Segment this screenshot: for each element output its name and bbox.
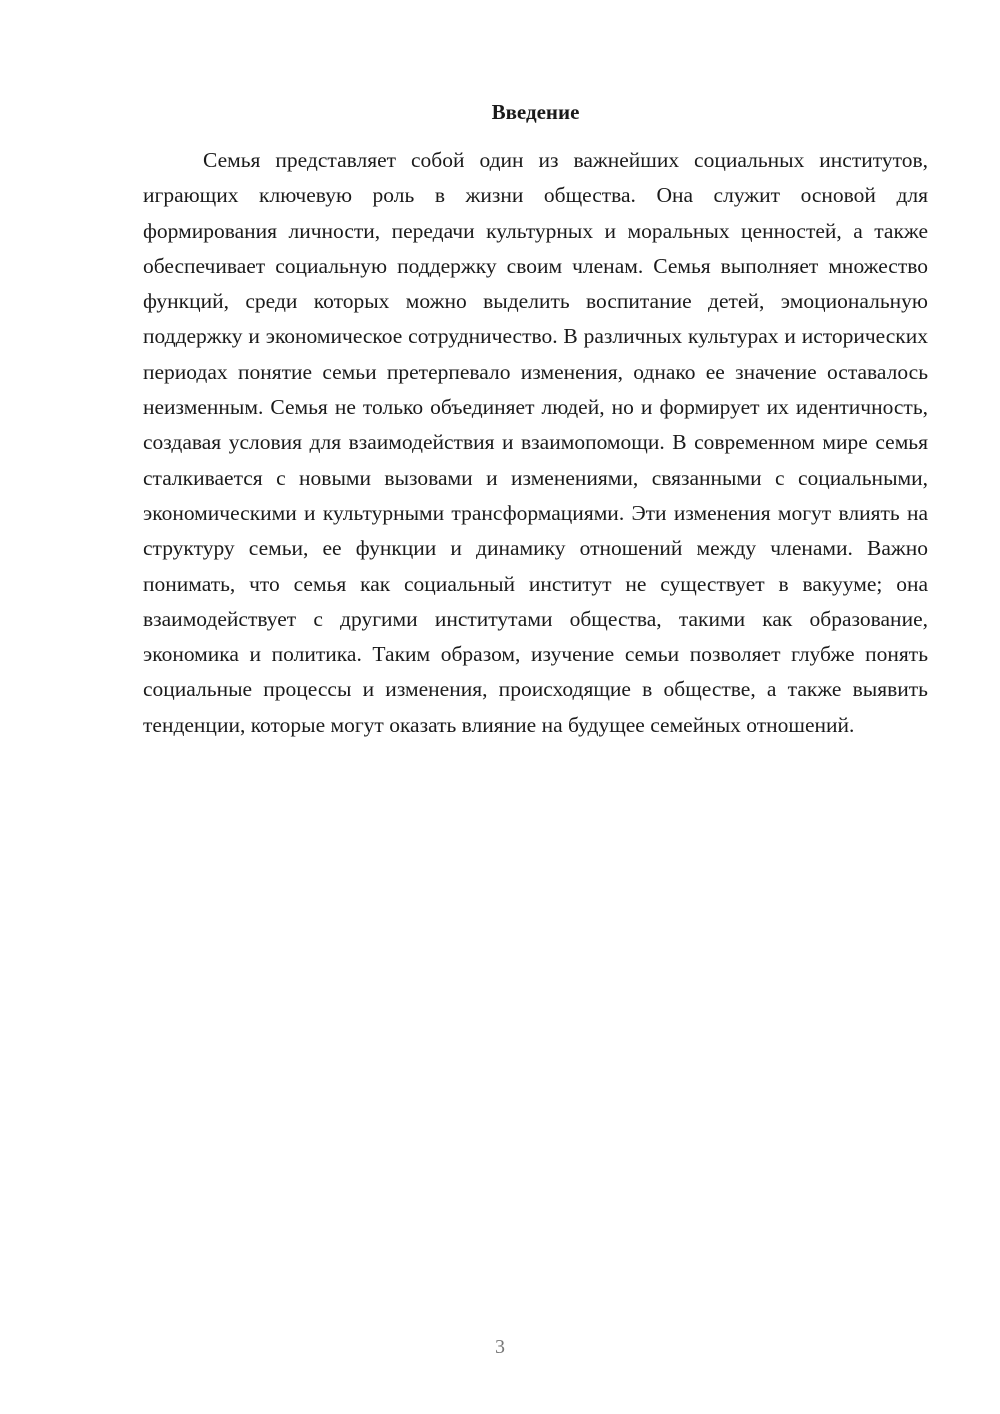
section-heading: Введение: [491, 100, 580, 124]
body-paragraph: Семья представляет собой один из важнейших социальных институтов, играющих ключевую роль в жизни общества. Она служит основой для формирования личности, передачи культурных и моральных ценностей, а также обеспечивает социальную поддержку своим членам. Семья выполняет множество функций, среди которых можно выделить воспитание детей, эмоциональную поддержку и экономическое сотрудничество. В различных культурах и исторических периодах понятие семьи претерпевало изменения, однако ее значение оставалось неизменным. Семья не только объединяет людей, но и формирует их идентичность, создавая условия для взаимодействия и взаимопомощи. В современном мире семья сталкивается с новыми вызовами и изменениями, связанными с социальными, экономическими и культурными трансформациями. Эти изменения могут влиять на структуру семьи, ее функции и динамику отношений между членами. Важно понимать, что семья как социальный институт не существует в вакууме; она взаимодействует с другими институтами общества, такими как образование, экономика и политика. Таким образом, изучение семьи позволяет глубже понять социальные процессы и изменения, происходящие в обществе, а также выявить тенденции, которые могут оказать влияние на будущее семейных отношений.: [143, 148, 928, 737]
page-number: 3: [495, 1336, 505, 1358]
